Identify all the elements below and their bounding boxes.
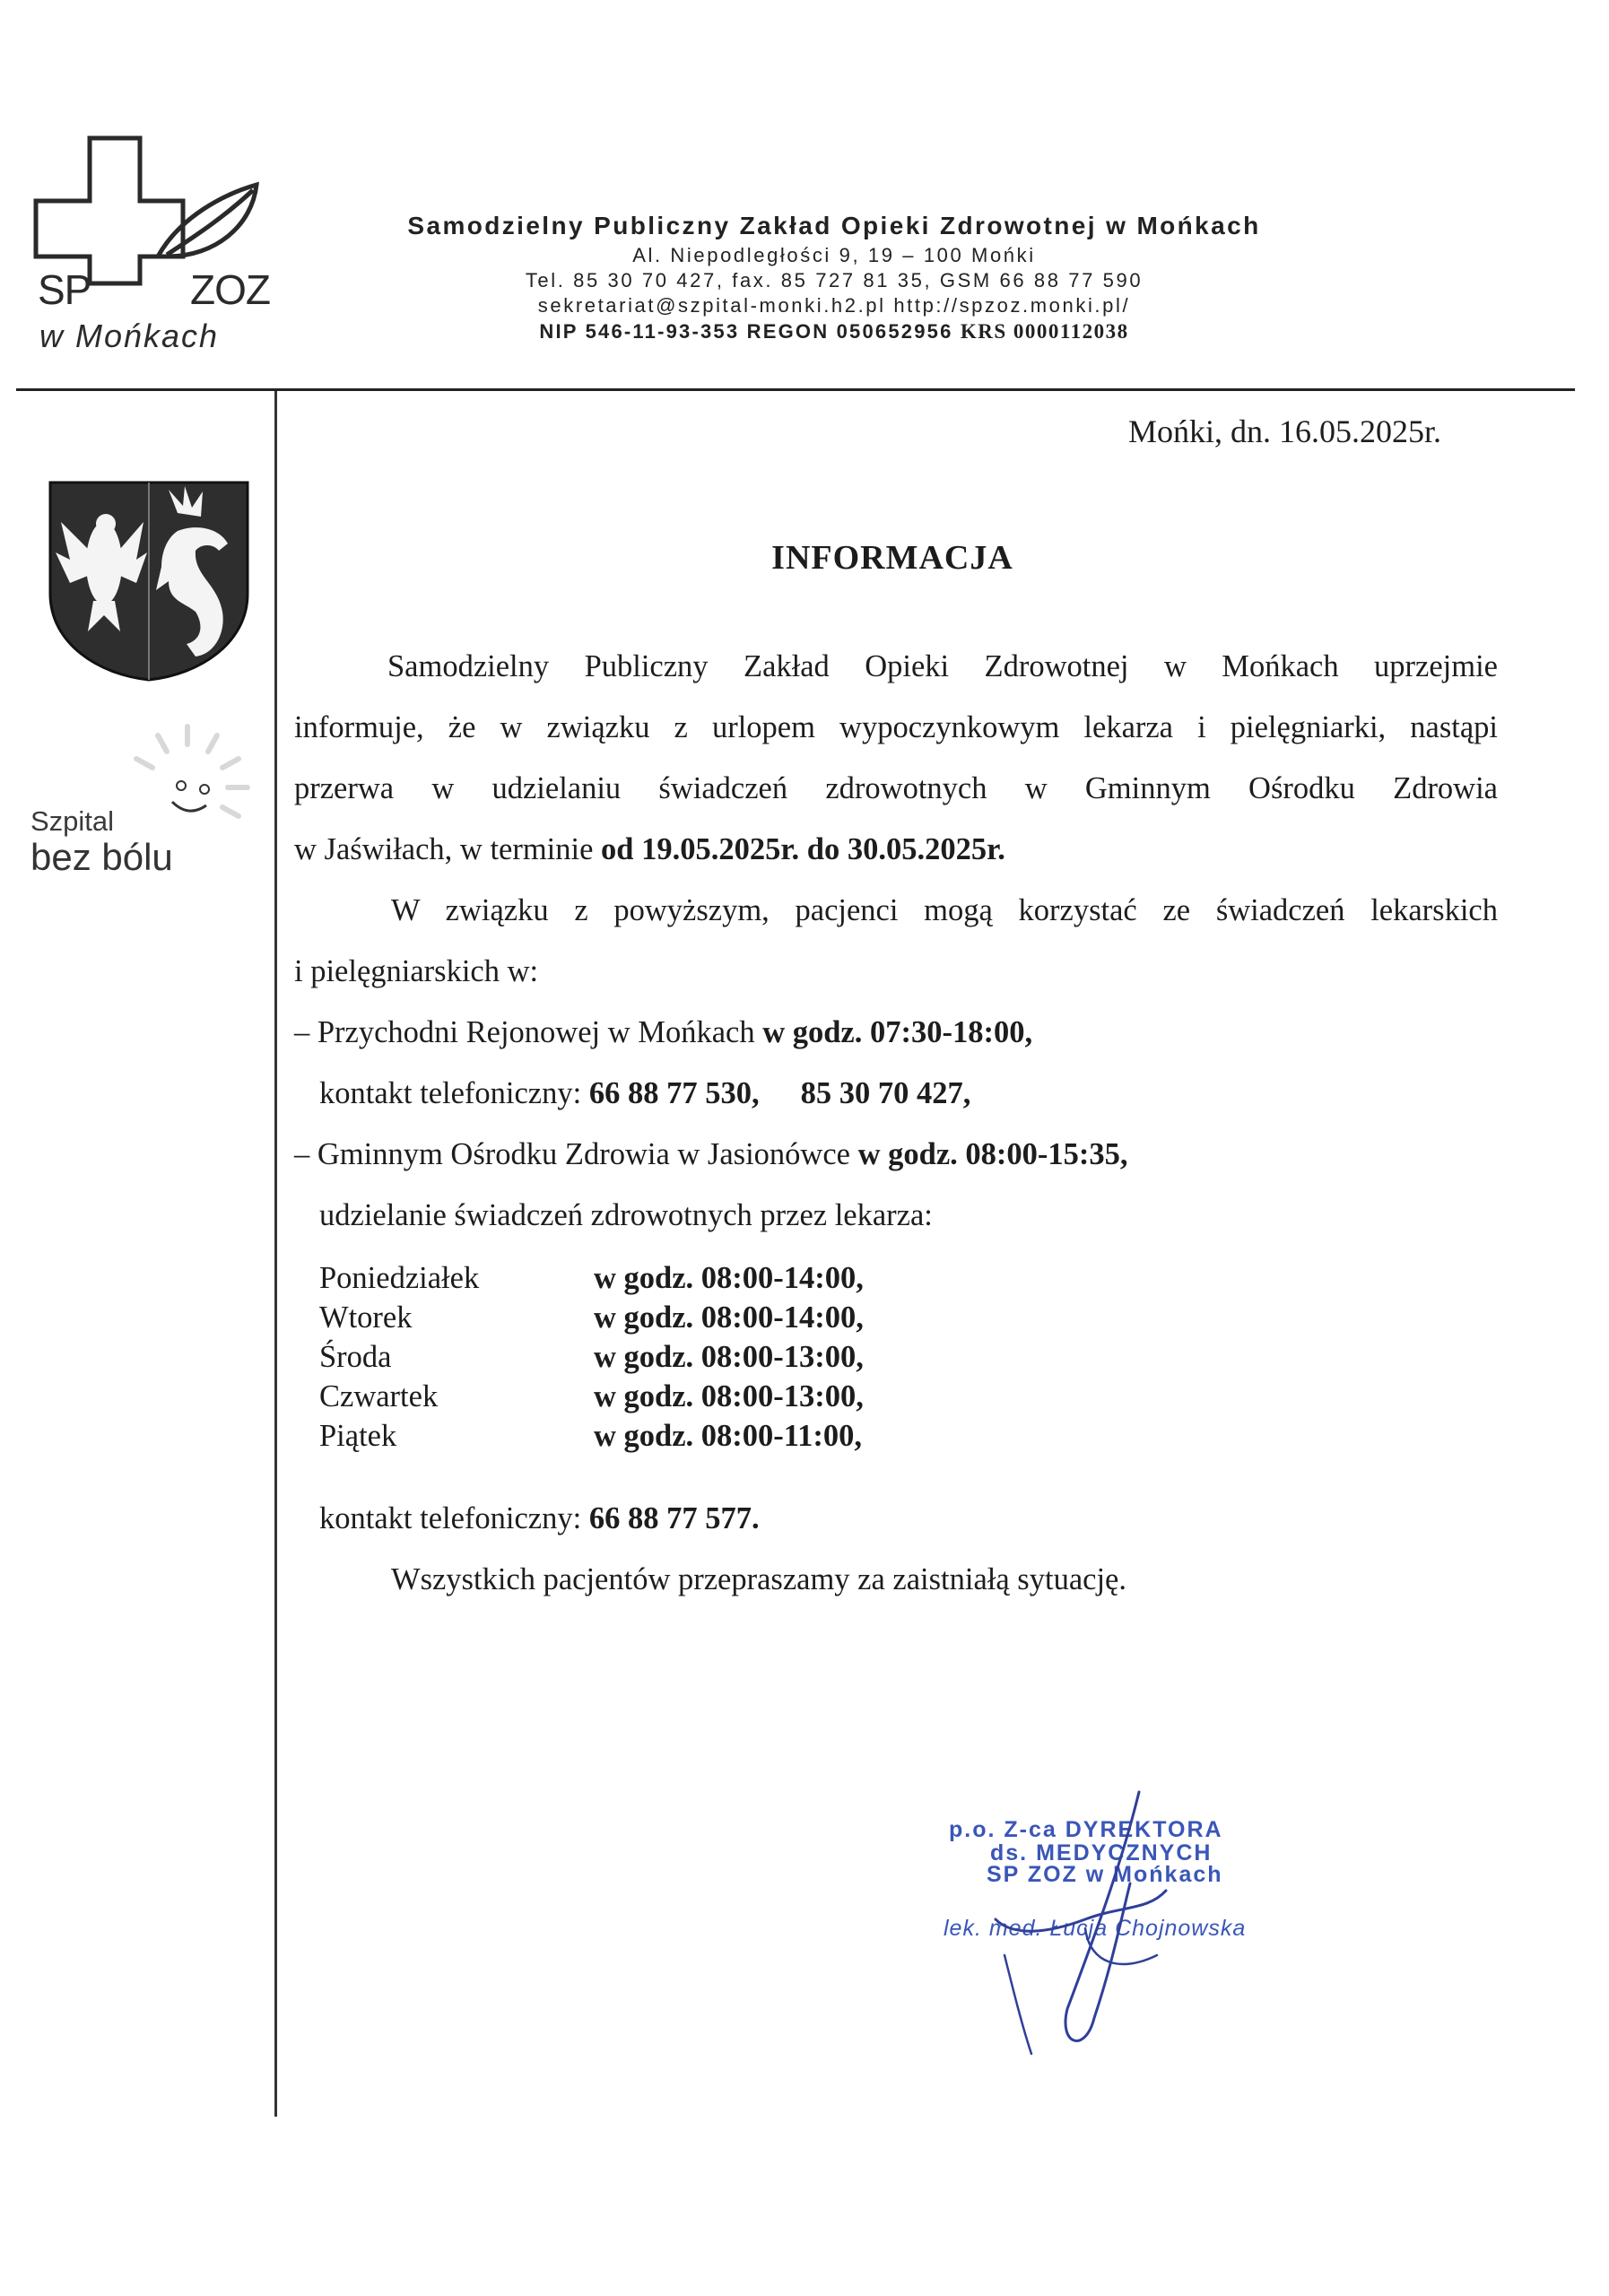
schedule-hours: w godz. 08:00-13:00, [594, 1340, 864, 1374]
stamp-name: lek. med. Łucja Chojnowska [944, 1916, 1247, 1941]
location-2-name: – Gminnym Ośrodku Zdrowia w Jasionówce [294, 1137, 858, 1171]
location-1-phone-2: 85 30 70 427, [800, 1076, 971, 1110]
schedule-day: Czwartek [319, 1379, 439, 1413]
schedule-hours: w godz. 08:00-11:00, [594, 1419, 862, 1453]
coat-of-arms-icon [43, 477, 255, 683]
schedule-day: Wtorek [319, 1300, 413, 1335]
location-2-hours: w godz. 08:00-15:35, [857, 1137, 1128, 1171]
logo-place: w Mońkach [39, 317, 220, 354]
location-1 [294, 1017, 1032, 1048]
smiling-sun-icon [120, 723, 255, 839]
header-address: Al. Niepodległości 9, 19 – 100 Mońki [632, 244, 1036, 266]
stamp-department: ds. MEDYCZNYCH [990, 1840, 1213, 1866]
campaign-line2: bez bólu [30, 836, 173, 878]
stamp-title: p.o. Z-ca DYREKTORA [949, 1817, 1223, 1842]
header-krs: KRS 0000112038 [960, 320, 1129, 343]
schedule-hours: w godz. 08:00-14:00, [594, 1261, 864, 1295]
location-1-name: – Przychodni Rejonowej w Mońkach [294, 1015, 763, 1049]
sidebar-divider [274, 391, 277, 2117]
location-2-contact [319, 1503, 760, 1535]
paragraph-1-line-1: Samodzielny Publiczny Zakład Opieki Zdrowotnej w Mońkach uprzejmie [387, 649, 1498, 683]
location-2-phone: 66 88 77 577. [588, 1501, 760, 1535]
closing-apology: Wszystkich pacjentów przepraszamy za zaistniałą sytuację. [391, 1562, 1126, 1596]
location-1-hours: w godz. 07:30-18:00, [762, 1015, 1033, 1049]
handwritten-signature [978, 1785, 1211, 2090]
leave-period: od 19.05.2025r. do 30.05.2025r. [601, 832, 1005, 866]
header-organization: Samodzielny Publiczny Zakład Opieki Zdrowotnej w Mońkach [407, 212, 1261, 239]
header-web: sekretariat@szpital-monki.h2.pl http://spzoz.monki.pl/ [537, 294, 1131, 317]
location-2 [294, 1139, 1127, 1170]
szpital-bez-bolu-logo [30, 723, 255, 884]
schedule-day: Piątek [319, 1419, 397, 1453]
spzoz-logo [32, 131, 270, 355]
header-divider [16, 388, 1575, 391]
paragraph-1-line-4 [294, 834, 1005, 865]
document-title: INFORMACJA [771, 539, 1013, 577]
location-1-phone-1: 66 88 77 530, [588, 1076, 760, 1110]
document-date: Mońki, dn. 16.05.2025r. [1128, 413, 1442, 449]
header-nip-regon: NIP 546-11-93-353 REGON 050652956 [539, 320, 953, 343]
location-2-contact-label: kontakt telefoniczny: [319, 1501, 589, 1535]
paragraph-1-line-4-text: w Jaświłach, w terminie [294, 832, 602, 866]
paragraph-2-line-1: W związku z powyższym, pacjenci mogą korzystać ze świadczeń lekarskich [391, 893, 1498, 927]
location-2-note: udzielanie świadczeń zdrowotnych przez lekarza: [319, 1198, 933, 1232]
paragraph-1-line-3: przerwa w udzielaniu świadczeń zdrowotnych w Gminnym Ośrodku Zdrowia [294, 771, 1498, 805]
schedule-day: Środa [319, 1340, 392, 1374]
paragraph-1-line-2: informuje, że w związku z urlopem wypoczynkowym lekarza i pielęgniarki, nastąpi [294, 710, 1498, 744]
schedule-hours: w godz. 08:00-13:00, [594, 1379, 864, 1413]
location-1-contact-label: kontakt telefoniczny: [319, 1076, 589, 1110]
campaign-line1: Szpital [30, 805, 115, 837]
schedule-hours: w godz. 08:00-14:00, [594, 1300, 864, 1335]
logo-zoz: ZOZ [190, 266, 270, 313]
header-phones: Tel. 85 30 70 427, fax. 85 727 81 35, GSM 66 88 77 590 [525, 269, 1144, 291]
paragraph-2-line-2: i pielęgniarskich w: [294, 954, 539, 988]
header-ids [323, 320, 1345, 344]
location-1-contact [319, 1078, 970, 1109]
stamp-institution: SP ZOZ w Mońkach [987, 1862, 1223, 1887]
logo-sp: SP [38, 266, 91, 313]
coat-of-arms [43, 477, 255, 683]
schedule-day: Poniedziałek [319, 1261, 480, 1295]
